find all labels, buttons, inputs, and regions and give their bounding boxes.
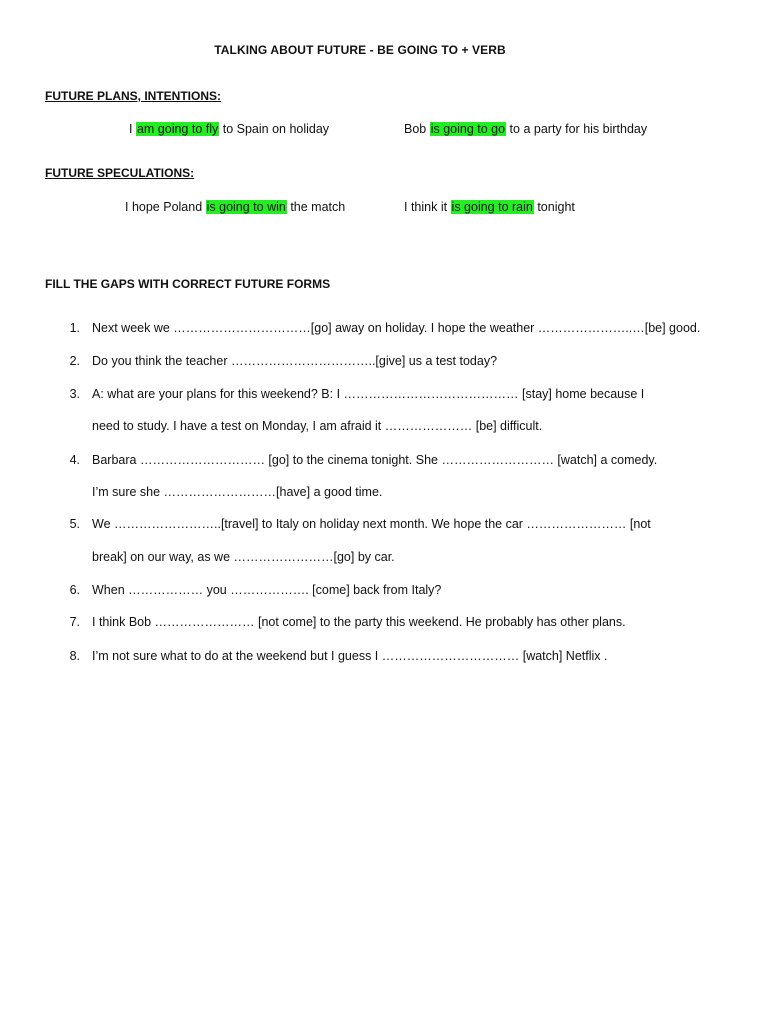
example-text: Bob bbox=[404, 122, 430, 136]
exercise-line: We ……………………..[travel] to Italy on holiday next month. We hope the car …………………… [not bbox=[92, 517, 651, 531]
exercise-number: 7. bbox=[69, 615, 80, 629]
plans-heading: FUTURE PLANS, INTENTIONS: bbox=[45, 89, 221, 103]
highlighted-verb: is going to rain bbox=[451, 200, 533, 214]
speculations-heading: FUTURE SPECULATIONS: bbox=[45, 166, 195, 180]
plan-example-2 bbox=[404, 121, 647, 137]
page-title: TALKING ABOUT FUTURE - BE GOING TO + VERB bbox=[214, 43, 506, 57]
exercise-line: Barbara ………………………… [go] to the cinema tonight. She ……………………… [watch] a comedy. bbox=[92, 453, 658, 467]
exercise-number: 1. bbox=[69, 321, 80, 335]
speculation-example-2 bbox=[404, 199, 575, 215]
example-text: I hope Poland bbox=[125, 200, 206, 214]
speculation-example-1 bbox=[125, 199, 345, 215]
exercise-line: I’m not sure what to do at the weekend but I guess I …………………………… [watch] Netflix . bbox=[92, 649, 608, 663]
example-text: to Spain on holiday bbox=[219, 122, 330, 136]
highlighted-verb: is going to go bbox=[430, 122, 506, 136]
example-text: I think it bbox=[404, 200, 451, 214]
exercise-line: When ……………… you ………………. [come] back from Italy? bbox=[92, 583, 442, 597]
example-text: I bbox=[129, 122, 136, 136]
highlighted-verb: am going to fly bbox=[136, 122, 219, 136]
highlighted-verb: is going to win bbox=[206, 200, 286, 214]
exercise-number: 2. bbox=[69, 354, 80, 368]
exercise-number: 3. bbox=[69, 387, 80, 401]
exercise-number: 5. bbox=[69, 517, 80, 531]
example-text: to a party for his birthday bbox=[506, 122, 648, 136]
exercise-line: I’m sure she ………………………[have] a good time. bbox=[92, 485, 383, 499]
exercise-heading: FILL THE GAPS WITH CORRECT FUTURE FORMS bbox=[45, 277, 331, 291]
exercise-line: need to study. I have a test on Monday, I am afraid it ………………… [be] difficult. bbox=[92, 419, 543, 433]
exercise-line: Next week we ……………………………[go] away on holiday. I hope the weather …………………..…[be] good. bbox=[92, 321, 701, 335]
example-text: tonight bbox=[533, 200, 575, 214]
exercise-number: 8. bbox=[69, 649, 80, 663]
exercise-line: A: what are your plans for this weekend? B: I …………………………………… [stay] home because I bbox=[92, 387, 645, 401]
exercise-line: break] on our way, as we ……………………[go] by car. bbox=[92, 550, 395, 564]
exercise-line: I think Bob …………………… [not come] to the party this weekend. He probably has other plans. bbox=[92, 615, 626, 629]
exercise-line: Do you think the teacher ……………………………..[give] us a test today? bbox=[92, 354, 498, 368]
exercise-number: 4. bbox=[69, 453, 80, 467]
plan-example-1 bbox=[129, 121, 329, 137]
example-text: the match bbox=[286, 200, 346, 214]
exercise-number: 6. bbox=[69, 583, 80, 597]
